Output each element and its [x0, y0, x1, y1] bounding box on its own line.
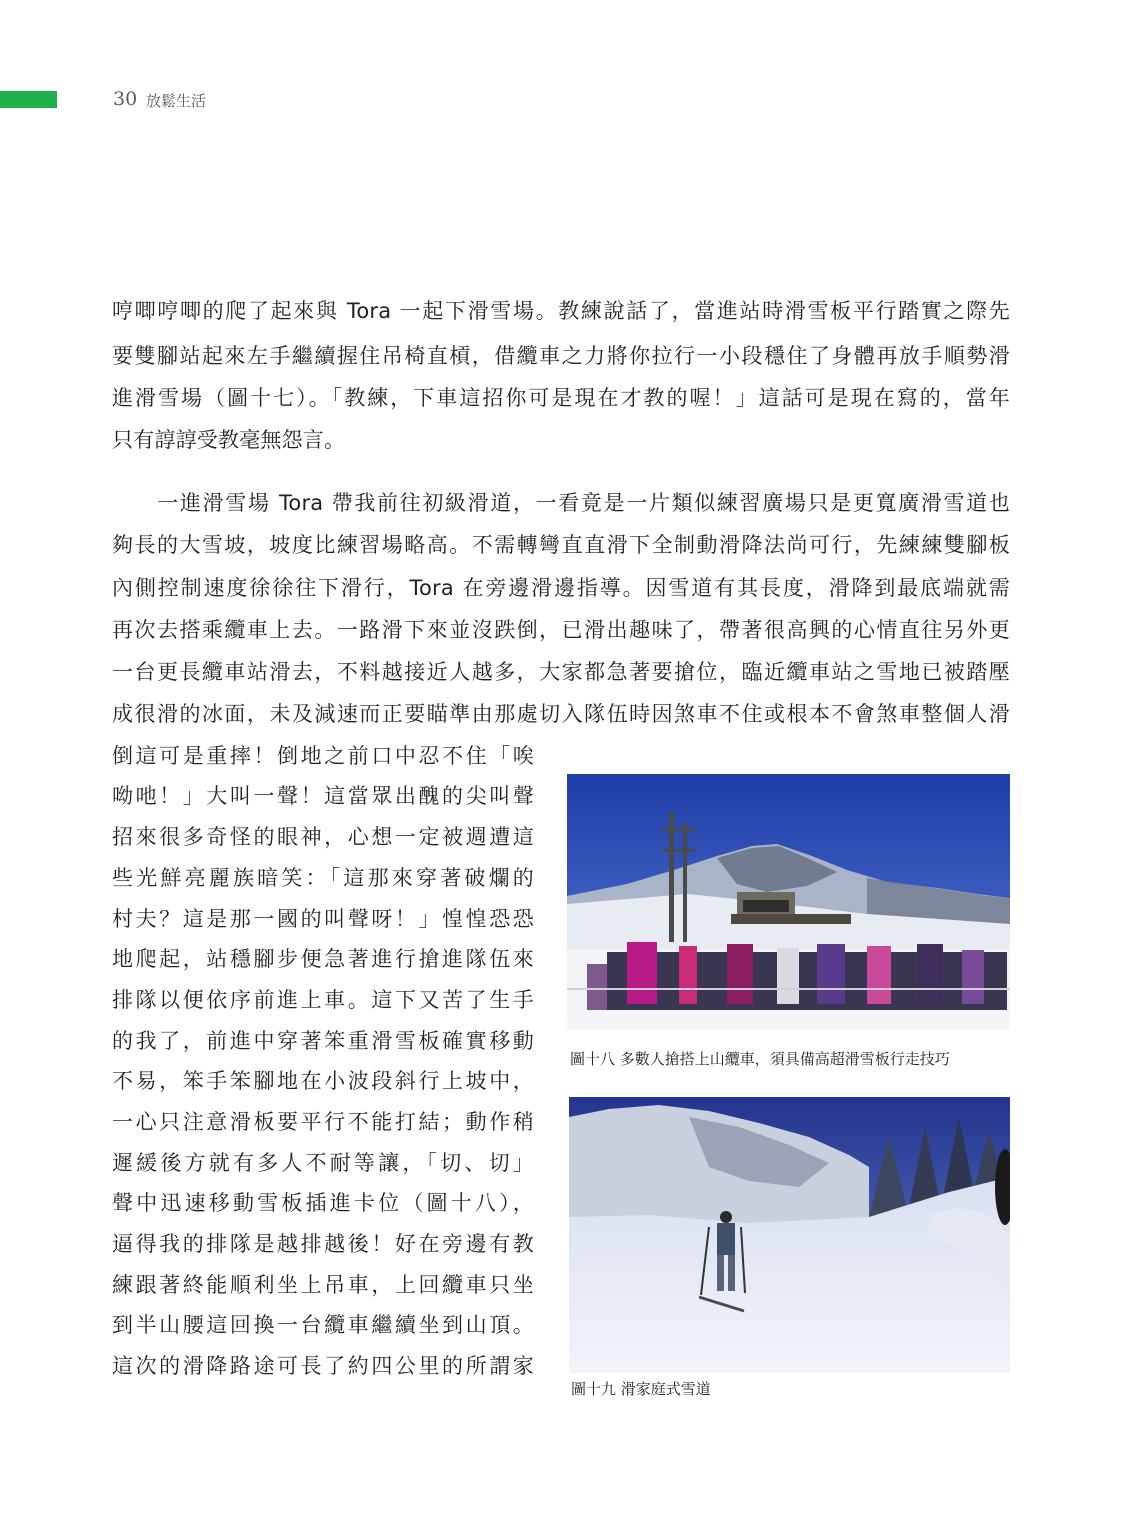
body-line: 成很滑的冰面，未及減速而正要瞄準由那處切入隊伍時因煞車不住或根本不會煞車整個人滑 [112, 702, 1010, 726]
figure-18-caption: 圖十八 多數人搶搭上山纜車，須具備高超滑雪板行走技巧 [570, 1050, 950, 1068]
page-number: 30 [113, 88, 138, 110]
body-line: 地爬起，站穩腳步便急著進行搶進隊伍來 [112, 947, 534, 971]
figure-19-photo [569, 1097, 1010, 1373]
running-head: 放鬆生活 [146, 92, 207, 110]
body-line: 練跟著終能順利坐上吊車，上回纜車只坐 [112, 1273, 534, 1297]
body-line: 倒這可是重摔！倒地之前口中忍不住「唉 [112, 744, 534, 768]
body-line: 進滑雪場（圖十七）。「教練，下車這招你可是現在才教的喔！」這話可是現在寫的，當年 [112, 386, 1010, 410]
section-color-tab [0, 91, 57, 108]
body-line: 內側控制速度徐徐往下滑行，Tora 在旁邊滑邊指導。因雪道有其長度，滑降到最底端就需 [112, 576, 1010, 600]
body-line: 一進滑雪場 Tora 帶我前往初級滑道，一看竟是一片類似練習廣場只是更寬廣滑雪道也 [112, 491, 1010, 515]
body-line: 一台更長纜車站滑去，不料越接近人越多，大家都急著要搶位，臨近纜車站之雪地已被踏壓 [112, 660, 1010, 684]
body-line: 的我了，前進中穿著笨重滑雪板確實移動 [112, 1029, 534, 1053]
body-line: 再次去搭乘纜車上去。一路滑下來並沒跌倒，已滑出趣味了，帶著很高興的心情直往另外更 [112, 618, 1010, 642]
body-line: 要雙腳站起來左手繼續握住吊椅直槓，借纜車之力將你拉行一小段穩住了身體再放手順勢滑 [112, 344, 1010, 368]
body-line: 排隊以便依序前進上車。這下又苦了生手 [112, 988, 534, 1012]
body-line: 哼唧哼唧的爬了起來與 Tora 一起下滑雪場。教練說話了，當進站時滑雪板平行踏實之際先 [112, 299, 1010, 323]
body-line: 夠長的大雪坡，坡度比練習場略高。不需轉彎直直滑下全制動滑降法尚可行，先練練雙腳板 [112, 533, 1010, 557]
body-line: 招來很多奇怪的眼神，心想一定被週遭這 [112, 825, 534, 849]
body-line: 不易，笨手笨腳地在小波段斜行上坡中， [112, 1069, 534, 1093]
body-line: 一心只注意滑板要平行不能打結；動作稍 [112, 1110, 534, 1134]
body-line: 村夫？這是那一國的叫聲呀！」惶惶恐恐 [112, 907, 534, 931]
figure-18-photo [567, 774, 1010, 1030]
figure-19-caption: 圖十九 滑家庭式雪道 [571, 1380, 711, 1398]
body-line: 只有諄諄受教毫無怨言。 [112, 428, 346, 452]
body-line: 逼得我的排隊是越排越後！好在旁邊有教 [112, 1232, 534, 1256]
body-line: 到半山腰這回換一台纜車繼續坐到山頂。 [112, 1313, 534, 1337]
body-line: 遲緩後方就有多人不耐等讓，「切、切」 [112, 1151, 534, 1175]
body-line: 聲中迅速移動雪板插進卡位（圖十八）， [112, 1191, 534, 1215]
body-line: 些光鮮亮麗族暗笑：「這那來穿著破爛的 [112, 866, 534, 890]
body-line: 呦吔！」大叫一聲！這當眾出醜的尖叫聲 [112, 784, 534, 808]
body-line: 這次的滑降路途可長了約四公里的所謂家 [112, 1354, 534, 1378]
